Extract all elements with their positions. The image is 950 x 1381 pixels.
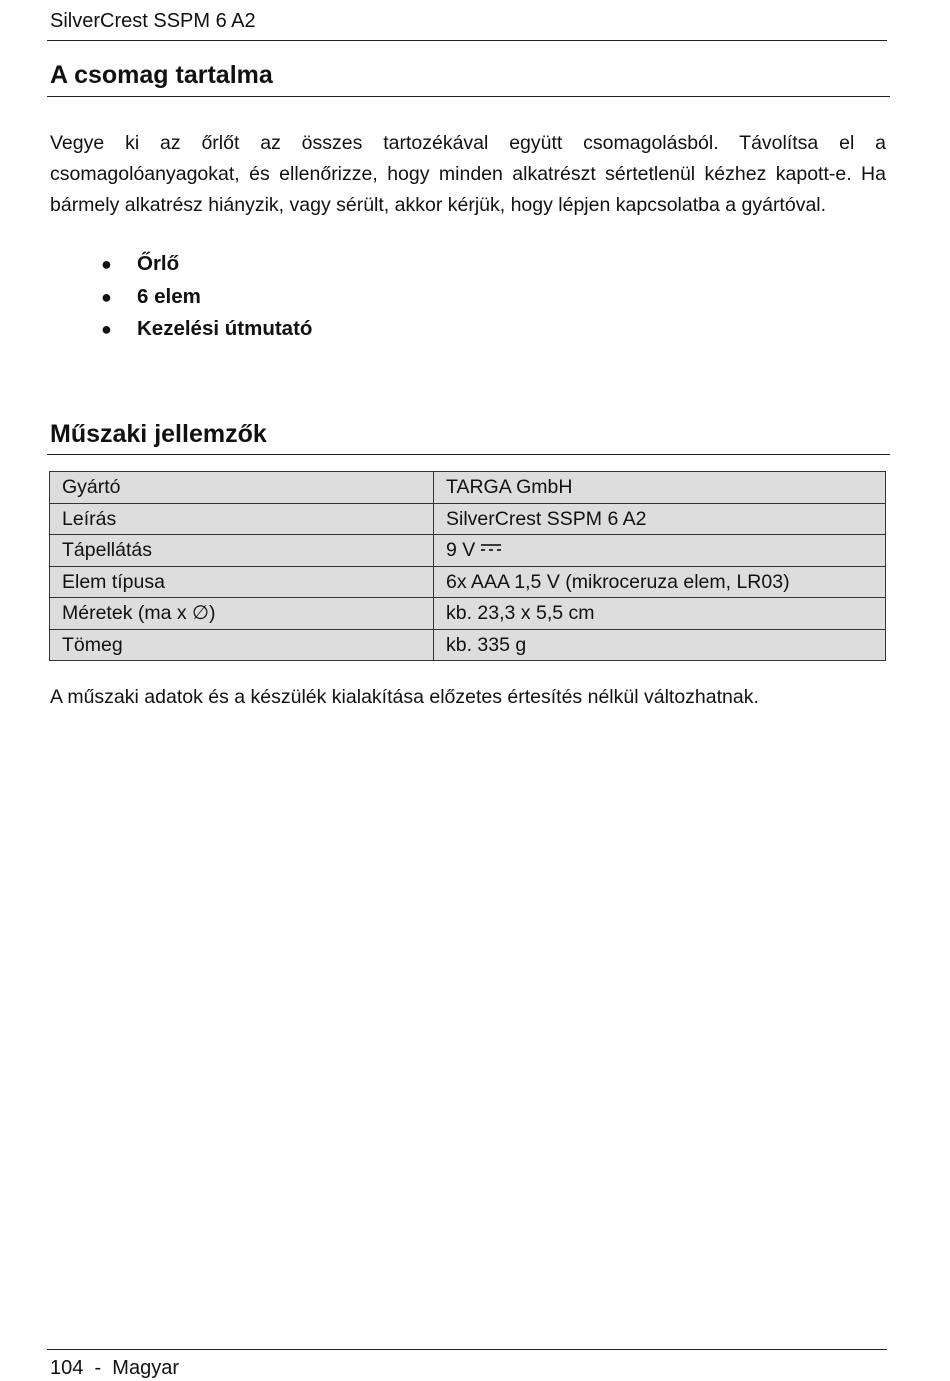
specs-table: [49, 471, 886, 661]
specs-divider: [47, 454, 890, 455]
table-row: [50, 503, 886, 535]
footer-language: Magyar: [112, 1357, 179, 1379]
specs-change-note: A műszaki adatok és a készülék kialakítása előzetes értesítés nélkül változhatnak.: [50, 686, 759, 708]
bullet-icon: ●: [101, 254, 112, 274]
table-row: [50, 535, 886, 567]
dc-current-icon: [481, 543, 501, 553]
page-number: 104: [50, 1357, 84, 1379]
footer-divider: [47, 1349, 887, 1350]
specs-heading: Műszaki jellemzők: [50, 420, 267, 448]
spec-value: SilverCrest SSPM 6 A2: [434, 503, 886, 535]
spec-value: 6x AAA 1,5 V (mikroceruza elem, LR03): [434, 566, 886, 598]
bullet-icon: ●: [101, 286, 112, 307]
bullet-icon: ●: [101, 319, 112, 339]
spec-label: Elem típusa: [50, 566, 434, 598]
spec-label: Gyártó: [50, 472, 434, 504]
list-item-label: 6 elem: [137, 284, 201, 308]
footer-separator: -: [94, 1357, 102, 1379]
package-contents-intro: Vegye ki az őrlőt az összes tartozékával együtt csomagolásból. Távolítsa el a csomagolóanyagokat, és ellenőrizze, hogy minden alkatrészt sértetlenül kézhez kapott-e. Ha bármely alkatrész hiányzik, vagy sérült, akkor kérjük, hogy lépjen kapcsolatba a gyártóval.: [50, 132, 886, 216]
spec-label: Tápellátás: [50, 535, 434, 567]
spec-value: TARGA GmbH: [434, 472, 886, 504]
table-row: [50, 629, 886, 661]
list-item-label: Őrlő: [137, 252, 180, 275]
package-contents-divider: [47, 96, 890, 97]
running-header: SilverCrest SSPM 6 A2: [50, 10, 256, 32]
list-item: [50, 248, 312, 281]
spec-label: Méretek (ma x ∅): [50, 598, 434, 630]
spec-value: 9 V: [446, 539, 476, 562]
list-item-label: Kezelési útmutató: [137, 317, 313, 340]
spec-label: Leírás: [50, 503, 434, 535]
list-item: [50, 313, 312, 346]
package-contents-heading: A csomag tartalma: [50, 61, 273, 89]
list-item: [50, 281, 312, 314]
table-row: [50, 566, 886, 598]
table-row: [50, 472, 886, 504]
table-row: [50, 598, 886, 630]
spec-value: kb. 335 g: [434, 629, 886, 661]
page-footer: [50, 1355, 179, 1381]
spec-value-cell: [434, 535, 886, 567]
package-contents-list: [50, 248, 312, 346]
spec-value: kb. 23,3 x 5,5 cm: [434, 598, 886, 630]
header-divider: [47, 40, 887, 41]
spec-label: Tömeg: [50, 629, 434, 661]
